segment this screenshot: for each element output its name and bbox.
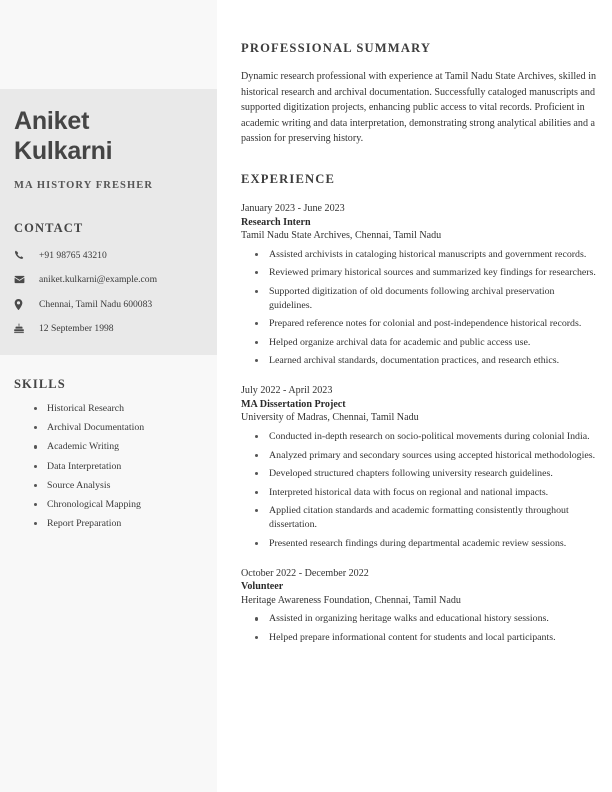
name-block [0, 89, 217, 355]
experience-entry [241, 202, 597, 368]
experience-organization: University of Madras, Chennai, Tamil Nadu [241, 412, 419, 424]
list-item: Archival Documentation [14, 422, 214, 433]
experience-title: MA Dissertation Project [241, 398, 346, 410]
experience-dates: October 2022 - December 2022 [241, 567, 369, 579]
list-item: Assisted archivists in cataloging historical manuscripts and government records. [241, 248, 597, 262]
experience-bullets [241, 430, 597, 551]
experience-entry [241, 384, 597, 550]
experience-dates: July 2022 - April 2023 [241, 385, 333, 397]
envelope-icon [14, 275, 30, 284]
skills-list [14, 403, 214, 529]
list-item: Conducted in-depth research on socio-political movements during colonial India. [241, 430, 597, 444]
phone-icon [14, 250, 30, 260]
experience-title: Research Intern [241, 216, 311, 228]
list-item: Chronological Mapping [14, 499, 214, 510]
contact-section-heading: CONTACT [14, 221, 84, 235]
candidate-first-name: Aniket [14, 107, 90, 135]
list-item: Supported digitization of old documents following archival preservation guidelines. [241, 285, 597, 313]
birthday-cake-icon [14, 323, 30, 334]
contact-item-birthdate [14, 322, 203, 336]
location-pin-icon [14, 299, 30, 310]
experience-bullets [241, 248, 597, 369]
list-item: Developed structured chapters following university research guidelines. [241, 467, 597, 481]
experience-title: Volunteer [241, 581, 284, 593]
list-item: Source Analysis [14, 480, 214, 491]
main-content [241, 0, 597, 792]
list-item: Analyzed primary and secondary sources using accepted historical methodologies. [241, 449, 597, 463]
contact-item-phone [14, 248, 203, 262]
candidate-last-name: Kulkarni [14, 137, 113, 165]
contact-location-value: Chennai, Tamil Nadu 600083 [39, 298, 153, 310]
list-item: Presented research findings during departmental academic review sessions. [241, 537, 597, 551]
contact-email-value: aniket.kulkarni@example.com [39, 274, 158, 285]
list-item: Prepared reference notes for colonial and post-independence historical records. [241, 317, 597, 331]
list-item: Assisted in organizing heritage walks and educational history sessions. [241, 612, 597, 626]
list-item: Reviewed primary historical sources and summarized key findings for researchers. [241, 266, 597, 280]
experience-heading: EXPERIENCE [241, 171, 336, 186]
candidate-role: MA HISTORY FRESHER [14, 180, 154, 191]
list-item: Academic Writing [14, 441, 214, 452]
contact-phone-value: +91 98765 43210 [39, 249, 107, 261]
sidebar [0, 0, 217, 792]
skills-section [14, 377, 214, 537]
contact-list [14, 248, 203, 336]
professional-summary-heading: PROFESSIONAL SUMMARY [241, 41, 432, 55]
professional-summary-text: Dynamic research professional with experience at Tamil Nadu State Archives, skilled in historical research and archival documentation. Successfully cataloged manuscripts and supported digitization projects, enhancing public access to vital records. Proficient in academic writing and data interpretation, demonstrating strong analytical abilities and a passion for preserving history. [241, 71, 597, 145]
contact-item-location [14, 297, 203, 311]
list-item: Interpreted historical data with focus on regional and national impacts. [241, 486, 597, 500]
experience-entry [241, 567, 597, 645]
list-item: Data Interpretation [14, 461, 214, 472]
contact-item-email [14, 273, 203, 287]
list-item: Historical Research [14, 403, 214, 414]
list-item: Helped prepare informational content for students and local participants. [241, 631, 597, 645]
list-item: Report Preparation [14, 518, 214, 529]
experience-organization: Heritage Awareness Foundation, Chennai, Tamil Nadu [241, 594, 461, 606]
experience-bullets [241, 612, 597, 645]
list-item: Applied citation standards and academic formatting consistently throughout dissertation. [241, 504, 597, 532]
list-item: Learned archival standards, documentation practices, and research ethics. [241, 354, 597, 368]
experience-dates: January 2023 - June 2023 [241, 202, 345, 214]
list-item: Helped organize archival data for academic and public access use. [241, 336, 597, 350]
contact-birthdate-value: 12 September 1998 [39, 323, 114, 334]
candidate-name [14, 106, 203, 166]
experience-organization: Tamil Nadu State Archives, Chennai, Tamil Nadu [241, 230, 442, 242]
skills-section-heading: SKILLS [14, 377, 66, 391]
